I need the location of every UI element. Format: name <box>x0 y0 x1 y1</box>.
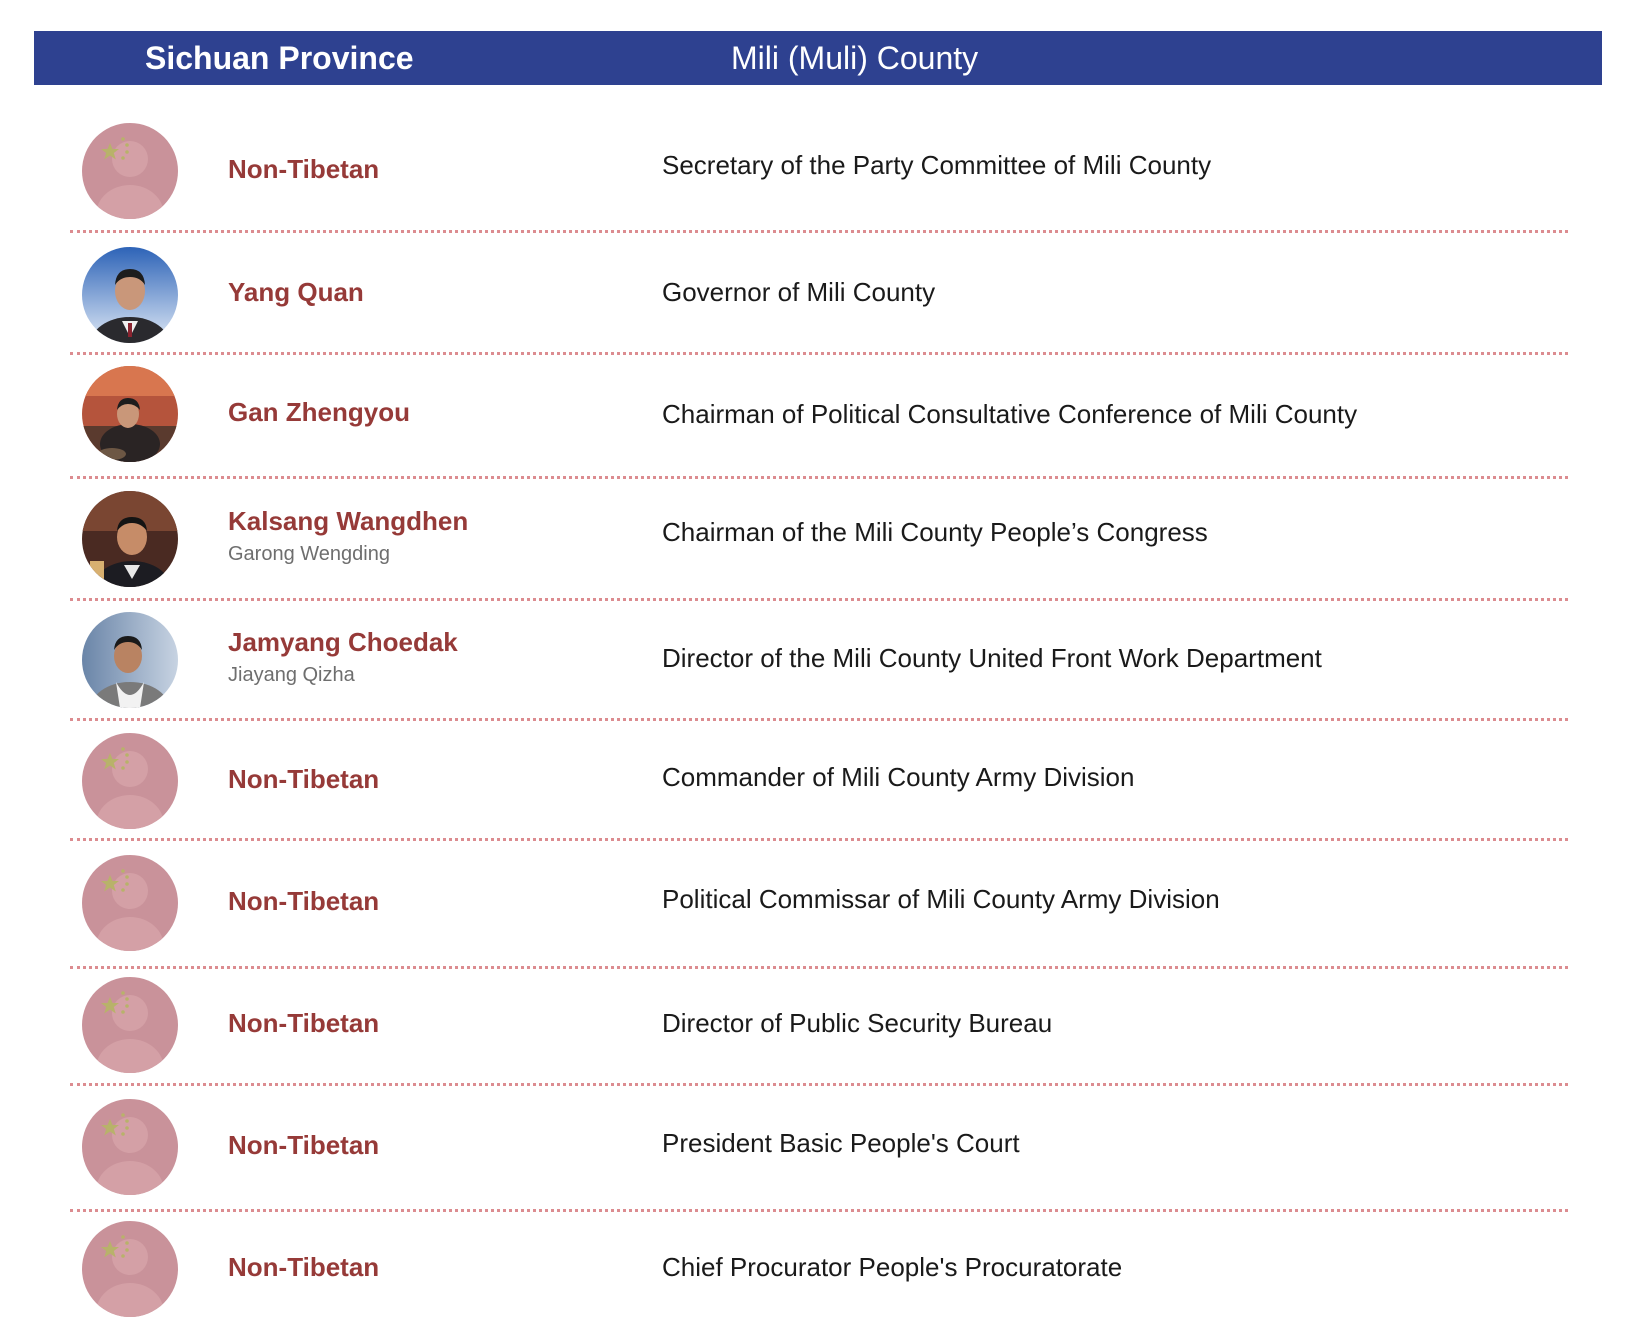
portrait-avatar <box>82 612 178 708</box>
official-name: Non-Tibetan <box>228 1008 380 1038</box>
official-name: Non-Tibetan <box>228 764 380 794</box>
row-divider <box>70 966 1568 969</box>
portrait-avatar <box>82 247 178 343</box>
official-name-block <box>228 506 468 566</box>
official-name-block <box>228 764 379 795</box>
placeholder-flag-avatar-icon <box>82 977 178 1073</box>
row-divider <box>70 1083 1568 1086</box>
placeholder-flag-avatar-icon <box>82 1099 178 1195</box>
official-name: Non-Tibetan <box>228 1130 380 1160</box>
portrait-avatar <box>82 491 178 587</box>
official-name-block <box>228 277 364 308</box>
row-divider <box>70 352 1568 355</box>
official-name-block <box>228 1130 379 1161</box>
placeholder-flag-avatar-icon <box>82 1221 178 1317</box>
official-name: Non-Tibetan <box>228 886 380 916</box>
official-position: Director of Public Security Bureau <box>662 1008 1053 1038</box>
portrait-avatar <box>82 366 178 462</box>
official-name-block <box>228 886 379 917</box>
row-divider <box>70 598 1568 601</box>
official-name-block <box>228 1252 379 1283</box>
official-name: Non-Tibetan <box>228 1252 380 1282</box>
official-name: Non-Tibetan <box>228 154 380 184</box>
official-name-block <box>228 397 410 428</box>
official-position: Director of the Mili County United Front Work Department <box>662 643 1322 673</box>
official-position: Governor of Mili County <box>662 277 936 307</box>
official-position: Chairman of Political Consultative Conference of Mili County <box>662 399 1358 429</box>
official-name: Jamyang Choedak <box>228 627 458 657</box>
placeholder-flag-avatar-icon <box>82 123 178 219</box>
table-header <box>34 31 1602 85</box>
official-position: Political Commissar of Mili County Army Division <box>662 884 1220 914</box>
official-name: Kalsang Wangdhen <box>228 506 469 536</box>
official-position: Chief Procurator People's Procuratorate <box>662 1252 1123 1282</box>
official-name-block <box>228 154 379 185</box>
placeholder-flag-avatar-icon <box>82 733 178 829</box>
official-name-block <box>228 627 458 687</box>
row-divider <box>70 476 1568 479</box>
official-position: President Basic People's Court <box>662 1128 1020 1158</box>
official-name: Yang Quan <box>228 277 364 307</box>
official-name: Gan Zhengyou <box>228 397 410 427</box>
official-alt-name: Jiayang Qizha <box>228 664 355 686</box>
official-position: Commander of Mili County Army Division <box>662 762 1135 792</box>
row-divider <box>70 230 1568 233</box>
row-divider <box>70 718 1568 721</box>
row-divider <box>70 838 1568 841</box>
county-heading: Mili (Muli) County <box>731 40 979 76</box>
province-heading: Sichuan Province <box>145 40 414 76</box>
placeholder-flag-avatar-icon <box>82 855 178 951</box>
official-alt-name: Garong Wengding <box>228 543 390 565</box>
official-name-block <box>228 1008 379 1039</box>
official-position: Chairman of the Mili County People’s Congress <box>662 517 1208 547</box>
row-divider <box>70 1209 1568 1212</box>
official-position: Secretary of the Party Committee of Mili County <box>662 150 1212 180</box>
